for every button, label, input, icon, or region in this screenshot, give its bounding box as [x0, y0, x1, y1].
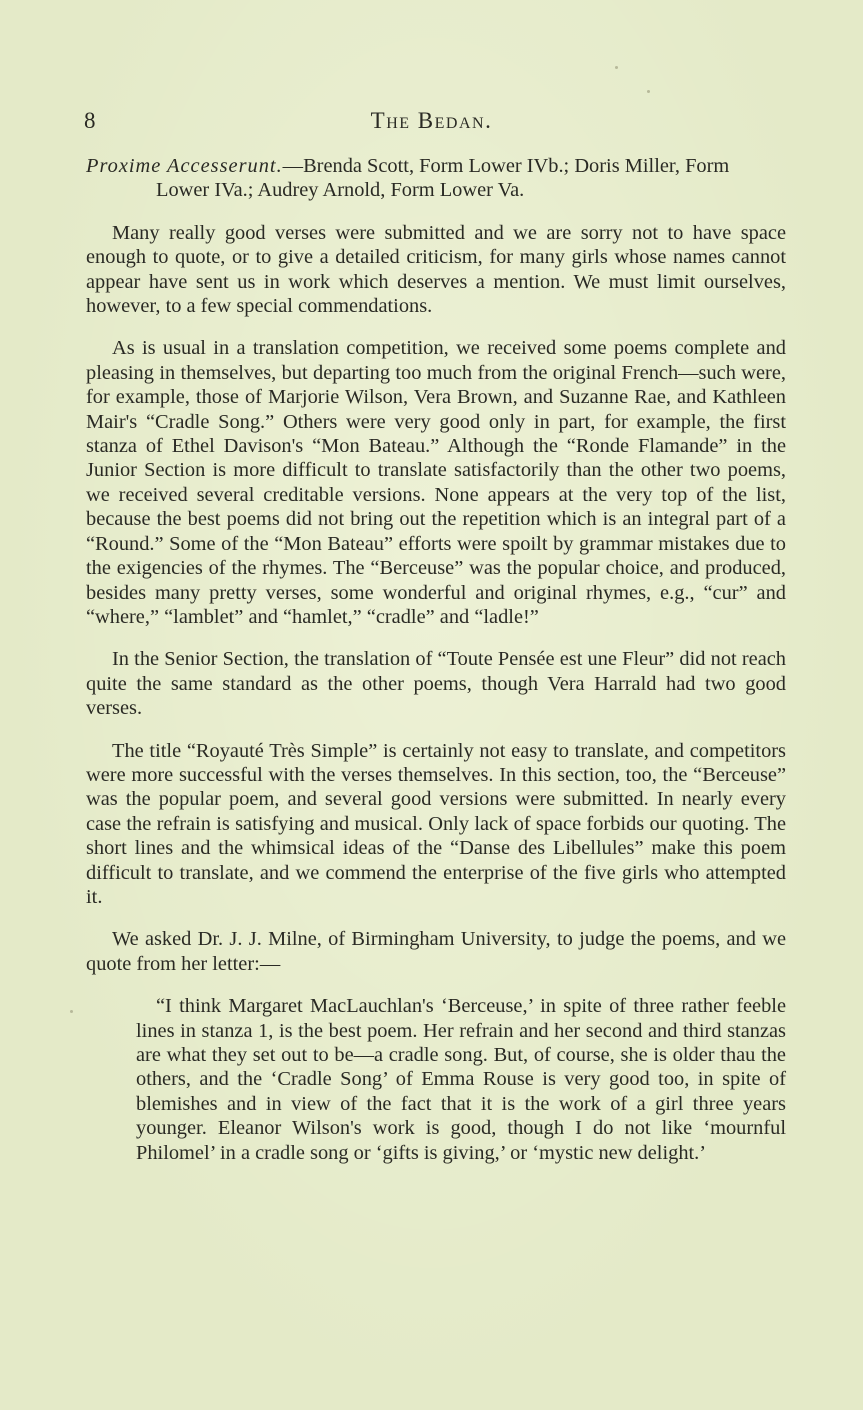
judge-letter-quote: “I think Margaret MacLauchlan's ‘Berceuse,’ in spite of three rather feeble lines in stanza 1, is the best poem. Her refrain and her second and third stanzas are what they set out to be—a cradle song. But, of course, she is older thau the others, and the ‘Cradle Song’ of Emma Rouse is very good too, in spite of blemishes and in view of the fact that it is the work of a girl three years younger. Eleanor Wilson's work is good, though I do not like ‘mournful Philomel’ in a cradle song or ‘gifts is giving,’ or ‘mystic new delight.’: [136, 995, 786, 1164]
proxime-names: —Brenda Scott, Form Lower IVb.; Doris Miller, Form Lower IVa.; Audrey Arnold, Form Lower Va.: [156, 155, 730, 202]
paragraph-royaute: The title “Royauté Très Simple” is certainly not easy to translate, and competitors were more successful with the verses themselves. In this section, too, the “Berceuse” was the popular poem, and several good versions were submitted. In nearly every case the refrain is satisfying and musical. Only lack of space forbids our quoting. The short lines and the whimsical ideas of the “Danse des Libellules” make this poem difficult to translate, and we commend the enterprise of the five girls who attempted it.: [86, 739, 786, 908]
paragraph-translation: As is usual in a translation competition, we received some poems complete and pleasing in themselves, but departing too much from the original French—such were, for example, those of Marjorie Wilson, Vera Brown, and Suzanne Rae, and Kathleen Mair's “Cradle Song.” Others were very good only in part, for example, the first stanza of Ethel Davison's “Mon Bateau.” Although the “Ronde Flamande” in the Junior Section is more difficult to translate satisfactorily than the other two poems, we received several creditable versions. None appears at the very top of the list, because the best poems did not bring out the repetition which is an integral part of a “Round.” Some of the “Mon Bateau” efforts were spoilt by grammar mistakes due to the exigencies of the rhymes. The “Berceuse” was the popular choice, and produced, besides many pretty verses, some wonderful and original rhymes, e.g., “cur” and “where,” “lamblet” and “hamlet,” “cradle” and “ladle!”: [86, 337, 786, 628]
page-number: 8: [84, 108, 96, 133]
running-title: The Bedan.: [370, 108, 493, 133]
paper-speck: [615, 66, 618, 69]
paper-speck: [647, 90, 650, 93]
paragraph-commendations: Many really good verses were submitted and we are sorry not to have space enough to quote, or to give a detailed criticism, for many girls whose names cannot appear have sent us in work which deserves a mention. We must limit ourselves, however, to a few special commendations.: [86, 221, 786, 318]
paragraph-judge: We asked Dr. J. J. Milne, of Birmingham University, to judge the poems, and we quote from her letter:—: [86, 928, 786, 975]
page-header: [0, 108, 863, 138]
article-body: [86, 154, 786, 1165]
paragraph-senior-section: In the Senior Section, the translation of “Toute Pensée est une Fleur” did not reach quite the same standard as the other poems, though Vera Harrald had two good verses.: [86, 648, 786, 720]
paper-speck: [70, 1010, 73, 1013]
proxime-accesserunt: [86, 154, 786, 203]
proxime-label: Proxime Accesserunt.: [86, 155, 283, 177]
